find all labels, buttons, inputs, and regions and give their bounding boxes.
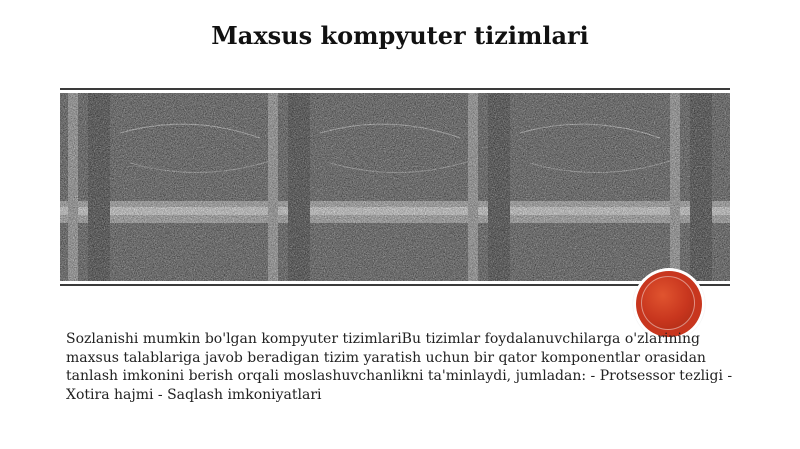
badge-inner	[641, 276, 695, 330]
noise-texture-image	[60, 93, 730, 281]
decorative-image-band	[60, 88, 730, 288]
body-paragraph: Sozlanishi mumkin bo'lgan kompyuter tizimlariBu tizimlar foydalanuvchilarga o'zlarining maxsus talablariga javob beradigan tizim yaratish uchun bir qator komponentlar orasidan tanlash imkonini berish orqali moslashuvchanlikni ta'minlaydi, jumladan: - Protsessor tezligi - Xotira hajmi - Saqlash imkoniyatlari	[66, 331, 733, 403]
image-top-border	[60, 88, 730, 90]
slide-title: Maxsus kompyuter tizimlari	[211, 21, 589, 50]
image-bottom-border	[60, 284, 730, 286]
